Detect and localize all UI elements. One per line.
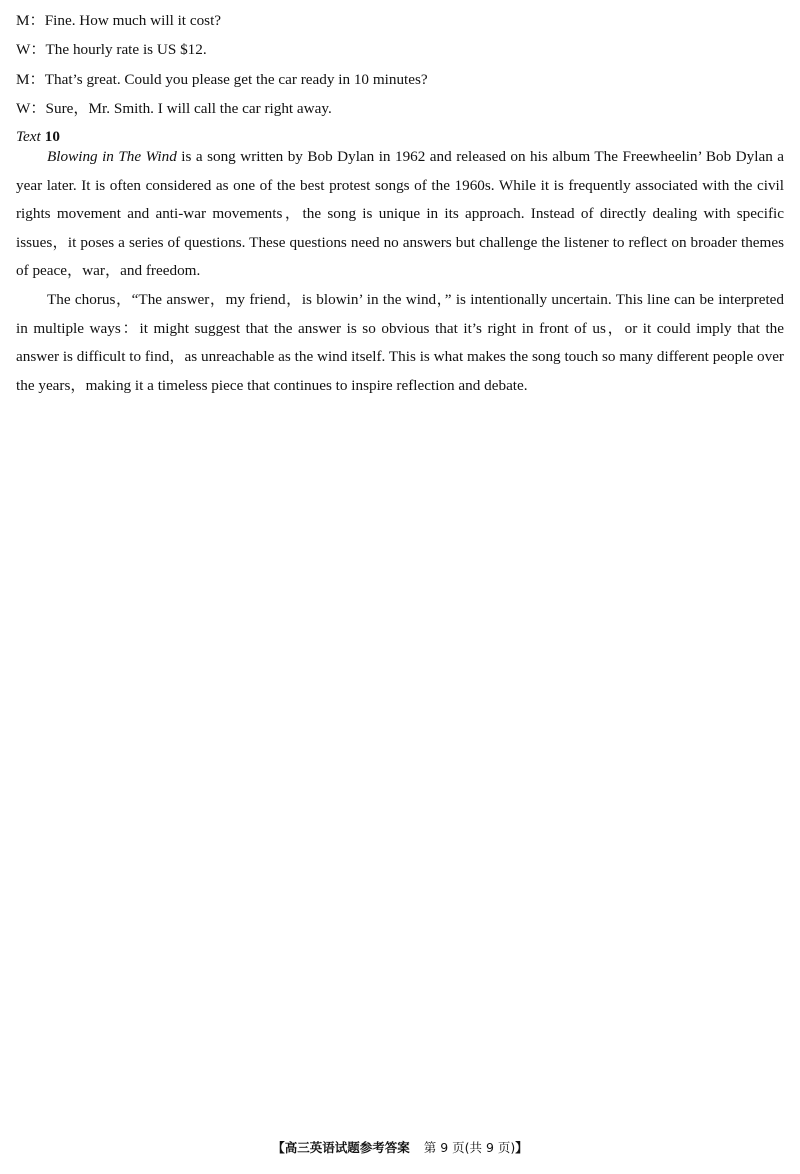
dialogue-text: Sure，Mr. Smith. I will call the car right away.: [45, 100, 332, 117]
speaker: M: [16, 71, 30, 88]
speaker-separator: ：: [30, 41, 46, 58]
footer-title: 高三英语试题参考答案: [284, 1140, 410, 1155]
footer-right-bracket: 】: [515, 1140, 528, 1155]
section-label: Text: [16, 128, 41, 145]
dialogue-text: The hourly rate is US $12.: [45, 41, 207, 58]
speaker: W: [16, 41, 31, 58]
footer-left-bracket: 【: [272, 1140, 285, 1155]
speaker: W: [16, 100, 31, 117]
dialogue-line-1: [16, 11, 221, 31]
paragraph-text: The chorus，“The answer，my friend，is blowin’ in the wind，” is intentionally uncertain. This line can be interpreted in multiple ways：it might suggest that the answer is so obvious that it’s right in front of us，or it could imply that the answer is difficult to find，as unreachable as the wind itself. This is what makes the song touch so many different people over the years，making it a timeless piece that continues to inspire reflection and debate.: [16, 291, 784, 394]
dialogue-line-2: [16, 40, 207, 60]
song-title: Blowing in The Wind: [47, 148, 177, 165]
passage-paragraph-2: [16, 286, 784, 400]
section-number: 10: [44, 128, 60, 145]
speaker: M: [16, 12, 30, 29]
dialogue-line-4: [16, 99, 332, 119]
speaker-separator: ：: [29, 71, 45, 88]
dialogue-line-3: [16, 70, 428, 90]
footer-page-number: 第 9 页(共 9 页): [423, 1140, 516, 1155]
speaker-separator: ：: [30, 100, 46, 117]
dialogue-text: That’s great. Could you please get the car ready in 10 minutes?: [44, 71, 428, 88]
paragraph-text: is a song written by Bob Dylan in 1962 and released on his album The Freewheelin’ Bob Dylan a year later. It is often considered as one of the best protest songs of the 1960s. While it is frequently associated with the civil rights movement and anti-war movements，the song is unique in its approach. Instead of directly dealing with specific issues，it poses a series of questions. These questions need no answers but challenge the listener to reflect on broader themes of peace，war，and freedom.: [16, 148, 784, 279]
dialogue-text: Fine. How much will it cost?: [44, 12, 222, 29]
passage-paragraph-1: [16, 143, 784, 286]
page-footer: [0, 1139, 800, 1157]
speaker-separator: ：: [29, 12, 45, 29]
